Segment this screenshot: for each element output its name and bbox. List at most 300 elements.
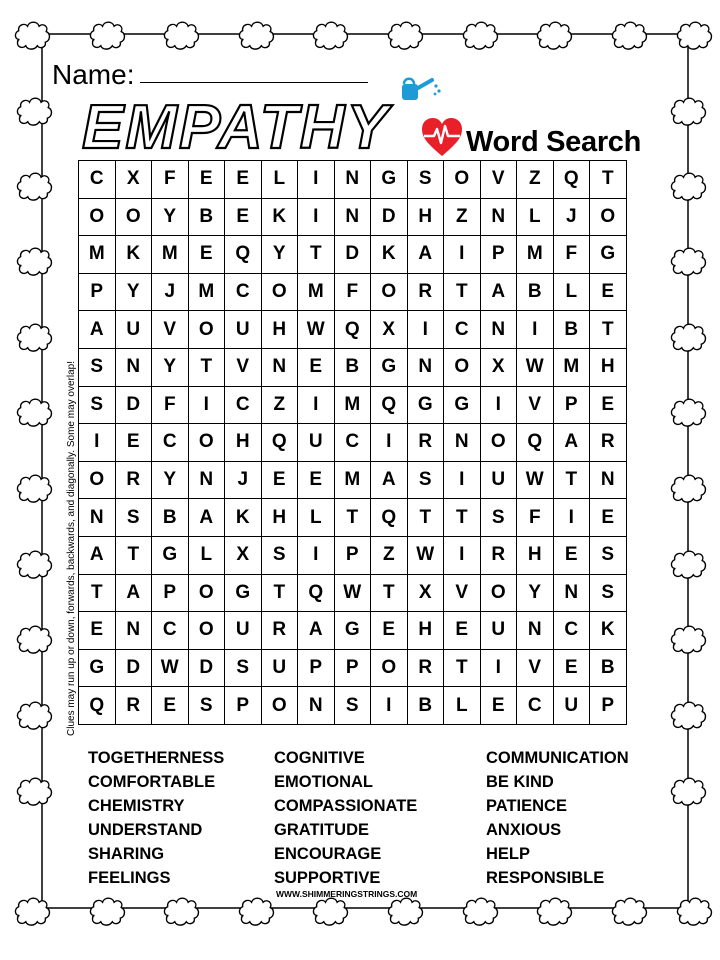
grid-cell[interactable]: N	[517, 612, 554, 650]
grid-cell[interactable]: Y	[517, 574, 554, 612]
grid-cell[interactable]: K	[371, 236, 408, 274]
grid-cell[interactable]: A	[79, 536, 116, 574]
word-list-item: BE KIND	[486, 773, 554, 791]
grid-cell[interactable]: L	[517, 198, 554, 236]
grid-cell[interactable]: R	[115, 687, 152, 725]
word-list-col-2	[274, 746, 417, 890]
word-list-item: COGNITIVE	[274, 749, 365, 767]
grid-cell[interactable]: D	[115, 649, 152, 687]
grid-cell[interactable]: L	[188, 536, 225, 574]
grid-cell[interactable]: I	[298, 161, 335, 199]
cloud-icon	[671, 475, 705, 502]
grid-row	[79, 311, 627, 349]
grid-cell[interactable]: M	[553, 348, 590, 386]
grid-cell[interactable]: A	[115, 574, 152, 612]
grid-cell[interactable]: O	[188, 574, 225, 612]
grid-cell[interactable]: Q	[334, 311, 371, 349]
grid-cell[interactable]: M	[298, 273, 335, 311]
grid-cell[interactable]: E	[79, 612, 116, 650]
grid-cell[interactable]: H	[590, 348, 627, 386]
grid-cell[interactable]: D	[371, 198, 408, 236]
grid-cell[interactable]: I	[298, 198, 335, 236]
grid-cell[interactable]: N	[261, 348, 298, 386]
grid-cell[interactable]: P	[79, 273, 116, 311]
word-list-item: ANXIOUS	[486, 821, 562, 839]
grid-cell[interactable]: P	[298, 649, 335, 687]
grid-cell[interactable]: A	[188, 499, 225, 537]
grid-cell[interactable]: I	[298, 536, 335, 574]
grid-cell[interactable]: D	[334, 236, 371, 274]
word-list-item: COMPASSIONATE	[274, 797, 418, 815]
grid-cell[interactable]: T	[444, 649, 481, 687]
grid-cell[interactable]: R	[480, 536, 517, 574]
grid-cell[interactable]: E	[590, 499, 627, 537]
watering-can-icon	[398, 76, 442, 106]
grid-cell[interactable]: Y	[152, 461, 189, 499]
instructions-text: Clues may run up or down, forwards, backwards, and diagonally. Some may overlap!	[66, 361, 77, 736]
grid-cell[interactable]: C	[444, 311, 481, 349]
grid-cell[interactable]: T	[334, 499, 371, 537]
grid-cell[interactable]: T	[115, 536, 152, 574]
grid-cell[interactable]: B	[334, 348, 371, 386]
grid-cell[interactable]: A	[553, 424, 590, 462]
grid-cell[interactable]: N	[334, 161, 371, 199]
grid-cell[interactable]: R	[407, 649, 444, 687]
cloud-icon	[239, 898, 273, 925]
grid-cell[interactable]: W	[334, 574, 371, 612]
grid-cell[interactable]: I	[553, 499, 590, 537]
grid-cell[interactable]: M	[334, 386, 371, 424]
grid-row	[79, 386, 627, 424]
grid-cell[interactable]: P	[334, 649, 371, 687]
grid-cell[interactable]: M	[79, 236, 116, 274]
grid-cell[interactable]: N	[79, 499, 116, 537]
grid-cell[interactable]: S	[334, 687, 371, 725]
grid-cell[interactable]: C	[225, 386, 262, 424]
grid-cell[interactable]: W	[407, 536, 444, 574]
cloud-icon	[671, 248, 705, 275]
word-list-item: RESPONSIBLE	[486, 869, 605, 887]
grid-cell[interactable]: N	[407, 348, 444, 386]
grid-cell[interactable]: Q	[371, 499, 408, 537]
grid-cell[interactable]: Q	[298, 574, 335, 612]
grid-row	[79, 198, 627, 236]
word-list-item: COMFORTABLE	[88, 773, 216, 791]
grid-cell[interactable]: O	[188, 612, 225, 650]
grid-cell[interactable]: E	[444, 612, 481, 650]
heart-pulse-icon	[420, 116, 464, 158]
grid-cell[interactable]: V	[517, 649, 554, 687]
cloud-icon	[90, 22, 124, 49]
grid-cell[interactable]: G	[371, 348, 408, 386]
cloud-icon	[388, 898, 422, 925]
grid-cell[interactable]: C	[152, 424, 189, 462]
grid-cell[interactable]: B	[553, 311, 590, 349]
word-search-subtitle: Word Search	[466, 126, 642, 158]
grid-cell[interactable]: D	[115, 386, 152, 424]
grid-cell[interactable]: I	[407, 311, 444, 349]
grid-cell[interactable]: N	[553, 574, 590, 612]
grid-cell[interactable]: M	[152, 236, 189, 274]
grid-cell[interactable]: H	[407, 612, 444, 650]
grid-cell[interactable]: I	[444, 236, 481, 274]
grid-cell[interactable]: I	[480, 649, 517, 687]
grid-cell[interactable]: E	[480, 687, 517, 725]
grid-cell[interactable]: H	[261, 499, 298, 537]
word-list-item: UNDERSTAND	[88, 821, 203, 839]
cloud-icon	[17, 98, 51, 125]
grid-cell[interactable]: H	[261, 311, 298, 349]
grid-cell[interactable]: Z	[261, 386, 298, 424]
grid-cell[interactable]: U	[225, 612, 262, 650]
grid-cell[interactable]: G	[444, 386, 481, 424]
grid-cell[interactable]: Q	[517, 424, 554, 462]
grid-cell[interactable]: T	[590, 161, 627, 199]
grid-cell[interactable]: H	[517, 536, 554, 574]
grid-cell[interactable]: O	[371, 649, 408, 687]
grid-cell[interactable]: T	[553, 461, 590, 499]
grid-cell[interactable]: E	[298, 348, 335, 386]
grid-cell[interactable]: R	[407, 273, 444, 311]
word-list-item: FEELINGS	[88, 869, 171, 887]
grid-cell[interactable]: I	[188, 386, 225, 424]
grid-cell[interactable]: I	[79, 424, 116, 462]
grid-cell[interactable]: T	[188, 348, 225, 386]
grid-cell[interactable]: I	[444, 461, 481, 499]
grid-cell[interactable]: R	[261, 612, 298, 650]
grid-cell[interactable]: Y	[261, 236, 298, 274]
grid-cell[interactable]: U	[261, 649, 298, 687]
grid-cell[interactable]: S	[115, 499, 152, 537]
grid-cell[interactable]: S	[225, 649, 262, 687]
grid-cell[interactable]: O	[444, 348, 481, 386]
cloud-icon	[671, 173, 705, 200]
grid-cell[interactable]: C	[79, 161, 116, 199]
cloud-icon	[671, 702, 705, 729]
grid-cell[interactable]: N	[480, 311, 517, 349]
word-list-item: TOGETHERNESS	[88, 749, 225, 767]
cloud-icon	[17, 702, 51, 729]
grid-cell[interactable]: G	[407, 386, 444, 424]
grid-cell[interactable]: O	[480, 424, 517, 462]
cloud-icon	[677, 898, 711, 925]
grid-cell[interactable]: X	[371, 311, 408, 349]
grid-cell[interactable]: S	[407, 161, 444, 199]
grid-row	[79, 273, 627, 311]
cloud-icon	[17, 626, 51, 653]
grid-row	[79, 536, 627, 574]
grid-row	[79, 612, 627, 650]
grid-cell[interactable]: T	[79, 574, 116, 612]
grid-cell[interactable]: M	[188, 273, 225, 311]
grid-cell[interactable]: E	[188, 161, 225, 199]
grid-cell[interactable]: O	[444, 161, 481, 199]
grid-cell[interactable]: N	[115, 348, 152, 386]
grid-cell[interactable]: S	[590, 536, 627, 574]
grid-cell[interactable]: Y	[152, 198, 189, 236]
word-list-item: PATIENCE	[486, 797, 567, 815]
grid-cell[interactable]: F	[152, 386, 189, 424]
grid-cell[interactable]: V	[517, 386, 554, 424]
grid-cell[interactable]: G	[152, 536, 189, 574]
word-list-item: SUPPORTIVE	[274, 869, 381, 887]
grid-cell[interactable]: Q	[371, 386, 408, 424]
cloud-icon	[677, 22, 711, 49]
word-list-item: COMMUNICATION	[486, 749, 629, 767]
grid-row	[79, 649, 627, 687]
grid-cell[interactable]: I	[444, 536, 481, 574]
grid-cell[interactable]: O	[188, 311, 225, 349]
cloud-icon	[90, 898, 124, 925]
grid-cell[interactable]: E	[115, 424, 152, 462]
grid-cell[interactable]: B	[188, 198, 225, 236]
grid-cell[interactable]: F	[334, 273, 371, 311]
grid-cell[interactable]: U	[298, 424, 335, 462]
grid-cell[interactable]: C	[152, 612, 189, 650]
cloud-icon	[15, 22, 49, 49]
grid-cell[interactable]: J	[225, 461, 262, 499]
grid-cell[interactable]: X	[225, 536, 262, 574]
grid-cell[interactable]: A	[298, 612, 335, 650]
grid-cell[interactable]: O	[590, 198, 627, 236]
grid-cell[interactable]: I	[517, 311, 554, 349]
cloud-icon	[671, 778, 705, 805]
grid-row	[79, 348, 627, 386]
cloud-icon	[612, 22, 646, 49]
word-list-item: SHARING	[88, 845, 165, 863]
grid-cell[interactable]: I	[371, 687, 408, 725]
grid-cell[interactable]: G	[590, 236, 627, 274]
grid-cell[interactable]: E	[590, 273, 627, 311]
grid-cell[interactable]: O	[79, 461, 116, 499]
grid-cell[interactable]: C	[334, 424, 371, 462]
grid-cell[interactable]: E	[298, 461, 335, 499]
name-line[interactable]	[140, 82, 368, 83]
grid-cell[interactable]: O	[115, 198, 152, 236]
word-list-item: ENCOURAGE	[274, 845, 382, 863]
grid-cell[interactable]: V	[225, 348, 262, 386]
grid-cell[interactable]: B	[590, 649, 627, 687]
grid-cell[interactable]: O	[79, 198, 116, 236]
grid-row	[79, 574, 627, 612]
grid-cell[interactable]: C	[517, 687, 554, 725]
cloud-icon	[537, 898, 571, 925]
grid-cell[interactable]: E	[553, 536, 590, 574]
grid-cell[interactable]: G	[371, 161, 408, 199]
grid-cell[interactable]: B	[407, 687, 444, 725]
grid-cell[interactable]: N	[115, 612, 152, 650]
grid-cell[interactable]: T	[444, 273, 481, 311]
grid-cell[interactable]: T	[261, 574, 298, 612]
grid-cell[interactable]: E	[188, 236, 225, 274]
grid-row	[79, 687, 627, 725]
cloud-icon	[388, 22, 422, 49]
grid-cell[interactable]: F	[553, 236, 590, 274]
website-footer: WWW.SHIMMERINGSTRINGS.COM	[276, 889, 418, 899]
grid-cell[interactable]: M	[334, 461, 371, 499]
grid-cell[interactable]: Y	[115, 273, 152, 311]
cloud-icon	[671, 98, 705, 125]
grid-cell[interactable]: A	[480, 273, 517, 311]
grid-cell[interactable]: O	[261, 273, 298, 311]
grid-cell[interactable]: W	[517, 348, 554, 386]
grid-cell[interactable]: T	[407, 499, 444, 537]
cloud-icon	[463, 898, 497, 925]
grid-cell[interactable]: E	[553, 649, 590, 687]
grid-cell[interactable]: Q	[225, 236, 262, 274]
cloud-icon	[17, 248, 51, 275]
grid-cell[interactable]: Q	[261, 424, 298, 462]
cloud-icon	[17, 475, 51, 502]
grid-cell[interactable]: S	[407, 461, 444, 499]
grid-row	[79, 499, 627, 537]
grid-cell[interactable]: E	[261, 461, 298, 499]
grid-cell[interactable]: L	[444, 687, 481, 725]
grid-cell[interactable]: N	[590, 461, 627, 499]
grid-cell[interactable]: N	[188, 461, 225, 499]
grid-row	[79, 161, 627, 199]
grid-cell[interactable]: W	[152, 649, 189, 687]
grid-cell[interactable]: C	[553, 612, 590, 650]
grid-cell[interactable]: T	[298, 236, 335, 274]
cloud-icon	[164, 22, 198, 49]
grid-cell[interactable]: X	[115, 161, 152, 199]
grid-cell[interactable]: S	[590, 574, 627, 612]
grid-cell[interactable]: P	[334, 536, 371, 574]
grid-cell[interactable]: P	[553, 386, 590, 424]
grid-cell[interactable]: T	[590, 311, 627, 349]
grid-cell[interactable]: S	[79, 348, 116, 386]
cloud-icon	[164, 898, 198, 925]
grid-cell[interactable]: Z	[371, 536, 408, 574]
grid-cell[interactable]: Y	[152, 348, 189, 386]
empathy-title-text: EMPATHY	[82, 94, 390, 158]
grid-cell[interactable]: E	[225, 198, 262, 236]
grid-cell[interactable]: O	[261, 687, 298, 725]
grid-cell[interactable]: B	[152, 499, 189, 537]
grid-cell[interactable]: S	[79, 386, 116, 424]
grid-cell[interactable]: I	[480, 386, 517, 424]
grid-cell[interactable]: U	[480, 461, 517, 499]
cloud-icon	[15, 898, 49, 925]
grid-cell[interactable]: V	[152, 311, 189, 349]
grid-cell[interactable]: R	[115, 461, 152, 499]
grid-cell[interactable]: A	[371, 461, 408, 499]
grid-cell[interactable]: P	[152, 574, 189, 612]
grid-cell[interactable]: L	[553, 273, 590, 311]
grid-cell[interactable]: P	[480, 236, 517, 274]
grid-cell[interactable]: T	[371, 574, 408, 612]
grid-cell[interactable]: E	[152, 687, 189, 725]
cloud-icon	[537, 22, 571, 49]
grid-cell[interactable]: N	[480, 198, 517, 236]
cloud-icon	[17, 778, 51, 805]
grid-cell[interactable]: W	[517, 461, 554, 499]
grid-cell[interactable]: K	[261, 198, 298, 236]
grid-cell[interactable]: V	[444, 574, 481, 612]
grid-cell[interactable]: B	[517, 273, 554, 311]
name-label: Name:	[52, 59, 135, 90]
letter-grid	[78, 160, 627, 725]
grid-cell[interactable]: K	[115, 236, 152, 274]
grid-cell[interactable]: N	[444, 424, 481, 462]
grid-cell[interactable]: S	[261, 536, 298, 574]
grid-cell[interactable]: K	[590, 612, 627, 650]
grid-row	[79, 461, 627, 499]
grid-cell[interactable]: R	[407, 424, 444, 462]
grid-cell[interactable]: U	[225, 311, 262, 349]
cloud-icon	[17, 324, 51, 351]
grid-cell[interactable]: A	[79, 311, 116, 349]
grid-cell[interactable]: G	[225, 574, 262, 612]
grid-cell[interactable]: W	[298, 311, 335, 349]
grid-cell[interactable]: Z	[517, 161, 554, 199]
grid-cell[interactable]: G	[334, 612, 371, 650]
grid-cell[interactable]: F	[152, 161, 189, 199]
grid-cell[interactable]: M	[517, 236, 554, 274]
grid-cell[interactable]: S	[480, 499, 517, 537]
cloud-icon	[463, 22, 497, 49]
grid-cell[interactable]: Z	[444, 198, 481, 236]
empathy-title	[80, 94, 440, 158]
grid-cell[interactable]: H	[407, 198, 444, 236]
grid-cell[interactable]: J	[553, 198, 590, 236]
grid-cell[interactable]: E	[371, 612, 408, 650]
grid-row	[79, 424, 627, 462]
grid-cell[interactable]: U	[480, 612, 517, 650]
grid-cell[interactable]: Q	[553, 161, 590, 199]
grid-cell[interactable]: Q	[79, 687, 116, 725]
grid-cell[interactable]: E	[590, 386, 627, 424]
grid-cell[interactable]: V	[480, 161, 517, 199]
grid-cell[interactable]: O	[188, 424, 225, 462]
grid-cell[interactable]: R	[590, 424, 627, 462]
grid-cell[interactable]: I	[298, 386, 335, 424]
grid-cell[interactable]: J	[152, 273, 189, 311]
grid-cell[interactable]: X	[407, 574, 444, 612]
grid-cell[interactable]: E	[225, 161, 262, 199]
word-list-col-3	[486, 746, 629, 890]
grid-cell[interactable]: K	[225, 499, 262, 537]
grid-row	[79, 236, 627, 274]
grid-cell[interactable]: H	[225, 424, 262, 462]
grid-cell[interactable]: S	[188, 687, 225, 725]
cloud-icon	[671, 551, 705, 578]
grid-cell[interactable]: G	[79, 649, 116, 687]
grid-cell[interactable]: O	[371, 273, 408, 311]
grid-cell[interactable]: D	[188, 649, 225, 687]
grid-cell[interactable]: L	[298, 499, 335, 537]
grid-cell[interactable]: O	[480, 574, 517, 612]
cloud-icon	[17, 551, 51, 578]
grid-cell[interactable]: T	[444, 499, 481, 537]
grid-cell[interactable]: A	[407, 236, 444, 274]
grid-cell[interactable]: F	[517, 499, 554, 537]
grid-cell[interactable]: L	[261, 161, 298, 199]
grid-cell[interactable]: U	[553, 687, 590, 725]
cloud-icon	[239, 22, 273, 49]
grid-cell[interactable]: P	[225, 687, 262, 725]
grid-cell[interactable]: U	[115, 311, 152, 349]
grid-cell[interactable]: N	[298, 687, 335, 725]
grid-cell[interactable]: C	[225, 273, 262, 311]
grid-cell[interactable]: N	[334, 198, 371, 236]
cloud-icon	[313, 898, 347, 925]
grid-cell[interactable]: I	[371, 424, 408, 462]
grid-cell[interactable]: P	[590, 687, 627, 725]
cloud-icon	[313, 22, 347, 49]
grid-cell[interactable]: X	[480, 348, 517, 386]
